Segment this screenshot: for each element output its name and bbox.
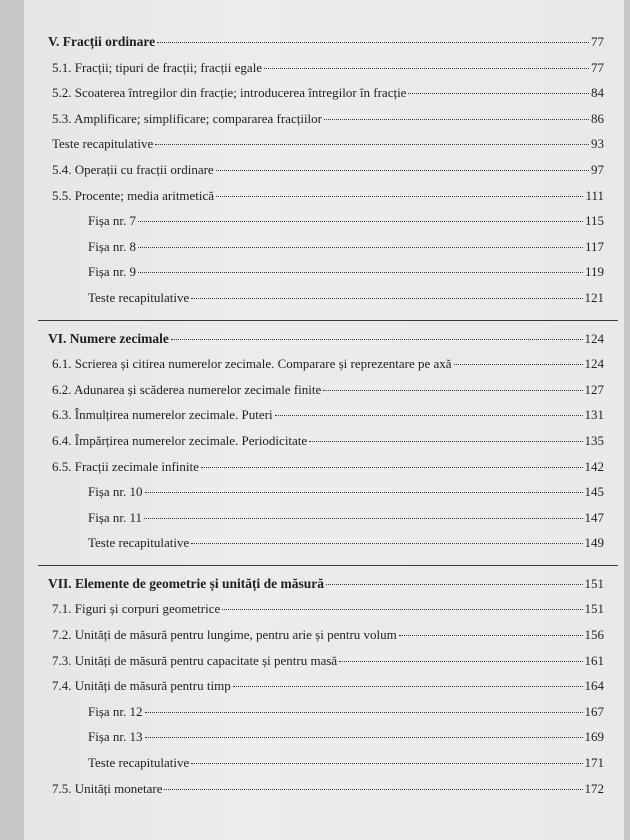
toc-page-number: 171 xyxy=(584,755,604,771)
toc-entry[interactable] xyxy=(48,60,604,86)
dot-leader xyxy=(171,338,583,340)
toc-entry[interactable] xyxy=(48,382,604,408)
toc-page-number: 111 xyxy=(585,187,604,203)
toc-section-heading[interactable] xyxy=(48,576,604,602)
toc-page-number: 145 xyxy=(584,484,604,500)
dot-leader xyxy=(275,414,583,416)
toc-entry[interactable] xyxy=(48,356,604,382)
toc-entry[interactable] xyxy=(48,188,604,214)
dot-leader xyxy=(264,67,589,69)
section-divider xyxy=(38,565,618,566)
toc-page-number: 172 xyxy=(584,780,604,796)
dot-leader xyxy=(216,195,583,197)
toc-entry-title: 5.1. Fracții; tipuri de fracții; fracții egale xyxy=(52,59,263,75)
toc-entry[interactable] xyxy=(48,85,604,111)
dot-leader xyxy=(222,608,582,610)
toc-entry[interactable] xyxy=(48,601,604,627)
toc-entry[interactable] xyxy=(48,535,604,561)
toc-entry[interactable] xyxy=(48,162,604,188)
toc-entry[interactable] xyxy=(48,510,604,536)
dot-leader xyxy=(339,660,582,662)
toc-entry[interactable] xyxy=(48,264,604,290)
toc-entry-title: 7.3. Unități de măsură pentru capacitate și pentru masă xyxy=(52,652,338,668)
toc-entry[interactable] xyxy=(48,484,604,510)
toc-entry-title: Teste recapitulative xyxy=(88,289,190,305)
dot-leader xyxy=(155,143,589,145)
dot-leader xyxy=(399,634,583,636)
dot-leader xyxy=(138,271,583,273)
toc-page-number: 86 xyxy=(591,110,604,126)
toc-entry-title: Teste recapitulative xyxy=(52,136,154,152)
toc-page-number: 135 xyxy=(584,432,604,448)
dot-leader xyxy=(144,517,582,519)
toc-entry-title: 7.4. Unități de măsură pentru timp xyxy=(52,678,231,694)
dot-leader xyxy=(309,440,582,442)
toc-entry[interactable] xyxy=(48,111,604,137)
toc-page-number: 169 xyxy=(584,729,604,745)
dot-leader xyxy=(191,762,582,764)
toc-page-number: 149 xyxy=(584,535,604,551)
toc-page-number: 124 xyxy=(584,356,604,372)
toc-page-number: 93 xyxy=(591,136,604,152)
toc-entry-title: 7.2. Unități de măsură pentru lungime, pentru arie și pentru volum xyxy=(52,627,397,643)
toc-entry-title: Fișa nr. 10 xyxy=(88,484,143,500)
toc-page-number: 131 xyxy=(584,407,604,423)
toc-page-number: 77 xyxy=(591,59,604,75)
toc-page-number: 97 xyxy=(591,161,604,177)
dot-leader xyxy=(145,736,583,738)
dot-leader xyxy=(324,118,589,120)
toc-entry-title: VII. Elemente de geometrie și unități de măsură xyxy=(48,575,324,591)
toc-entry-title: 5.5. Procente; media aritmetică xyxy=(52,187,215,203)
dot-leader xyxy=(138,220,583,222)
toc-entry[interactable] xyxy=(48,729,604,755)
toc-page-number: 115 xyxy=(584,213,604,229)
dot-leader xyxy=(164,788,582,790)
toc-entry-title: 6.1. Scrierea și citirea numerelor zecimale. Comparare și reprezentare pe axă xyxy=(52,356,452,372)
dot-leader xyxy=(191,542,582,544)
toc-page-number: 119 xyxy=(584,264,604,280)
toc-page-number: 151 xyxy=(584,601,604,617)
toc-entry-title: 5.2. Scoaterea întregilor din fracție; introducerea întregilor în fracție xyxy=(52,85,407,101)
toc-entry-title: Fișa nr. 12 xyxy=(88,703,143,719)
toc-entry-title: Fișa nr. 11 xyxy=(88,509,143,525)
toc-entry-title: Teste recapitulative xyxy=(88,755,190,771)
toc-page-number: 151 xyxy=(584,575,604,591)
dot-leader xyxy=(408,92,589,94)
toc-page-number: 84 xyxy=(591,85,604,101)
toc-page-number: 142 xyxy=(584,458,604,474)
toc-entry-title: Fișa nr. 13 xyxy=(88,729,143,745)
toc-page-number: 127 xyxy=(584,381,604,397)
toc-entry-title: 5.3. Amplificare; simplificare; compararea fracțiilor xyxy=(52,110,322,126)
toc-page-number: 167 xyxy=(584,703,604,719)
toc-entry[interactable] xyxy=(48,781,604,807)
toc-entry-title: Fișa nr. 9 xyxy=(88,264,137,280)
toc-section-heading[interactable] xyxy=(48,331,604,357)
toc-entry[interactable] xyxy=(48,755,604,781)
section-divider xyxy=(38,320,618,321)
toc-entry[interactable] xyxy=(48,433,604,459)
toc-entry-title: 6.5. Fracții zecimale infinite xyxy=(52,458,199,474)
toc-entry-title: VI. Numere zecimale xyxy=(48,330,169,346)
dot-leader xyxy=(201,466,583,468)
book-page xyxy=(24,0,624,840)
table-of-contents xyxy=(48,34,604,806)
toc-entry-title: Fișa nr. 8 xyxy=(88,238,137,254)
toc-page-number: 161 xyxy=(584,652,604,668)
toc-entry-title: 7.1. Figuri și corpuri geometrice xyxy=(52,601,221,617)
toc-entry[interactable] xyxy=(48,459,604,485)
toc-entry-title: 6.2. Adunarea și scăderea numerelor zecimale finite xyxy=(52,381,322,397)
toc-entry[interactable] xyxy=(48,407,604,433)
toc-entry[interactable] xyxy=(48,704,604,730)
toc-entry[interactable] xyxy=(48,239,604,265)
toc-entry[interactable] xyxy=(48,627,604,653)
toc-page-number: 124 xyxy=(584,330,604,346)
toc-page-number: 147 xyxy=(584,509,604,525)
toc-entry-title: Teste recapitulative xyxy=(88,535,190,551)
toc-entry-title: 6.4. Împărțirea numerelor zecimale. Periodicitate xyxy=(52,432,308,448)
dot-leader xyxy=(157,41,589,43)
dot-leader xyxy=(326,583,583,585)
dot-leader xyxy=(145,711,583,713)
dot-leader xyxy=(191,297,582,299)
toc-page-number: 164 xyxy=(584,678,604,694)
toc-page-number: 77 xyxy=(591,34,604,49)
toc-entry-title: 7.5. Unități monetare xyxy=(52,780,163,796)
toc-entry-title: 6.3. Înmulțirea numerelor zecimale. Puteri xyxy=(52,407,273,423)
dot-leader xyxy=(145,491,583,493)
dot-leader xyxy=(138,246,583,248)
toc-entry[interactable] xyxy=(48,290,604,316)
toc-section-heading[interactable] xyxy=(48,34,604,60)
dot-leader xyxy=(216,169,589,171)
toc-entry[interactable] xyxy=(48,136,604,162)
toc-entry-title: Fișa nr. 7 xyxy=(88,213,137,229)
toc-entry-title: V. Fracții ordinare xyxy=(48,34,156,49)
toc-page-number: 117 xyxy=(584,238,604,254)
dot-leader xyxy=(454,363,583,365)
dot-leader xyxy=(233,685,583,687)
toc-entry-title: 5.4. Operații cu fracții ordinare xyxy=(52,161,214,177)
toc-page-number: 156 xyxy=(584,627,604,643)
toc-entry[interactable] xyxy=(48,213,604,239)
toc-entry[interactable] xyxy=(48,653,604,679)
toc-entry[interactable] xyxy=(48,678,604,704)
toc-page-number: 121 xyxy=(584,289,604,305)
dot-leader xyxy=(323,389,582,391)
